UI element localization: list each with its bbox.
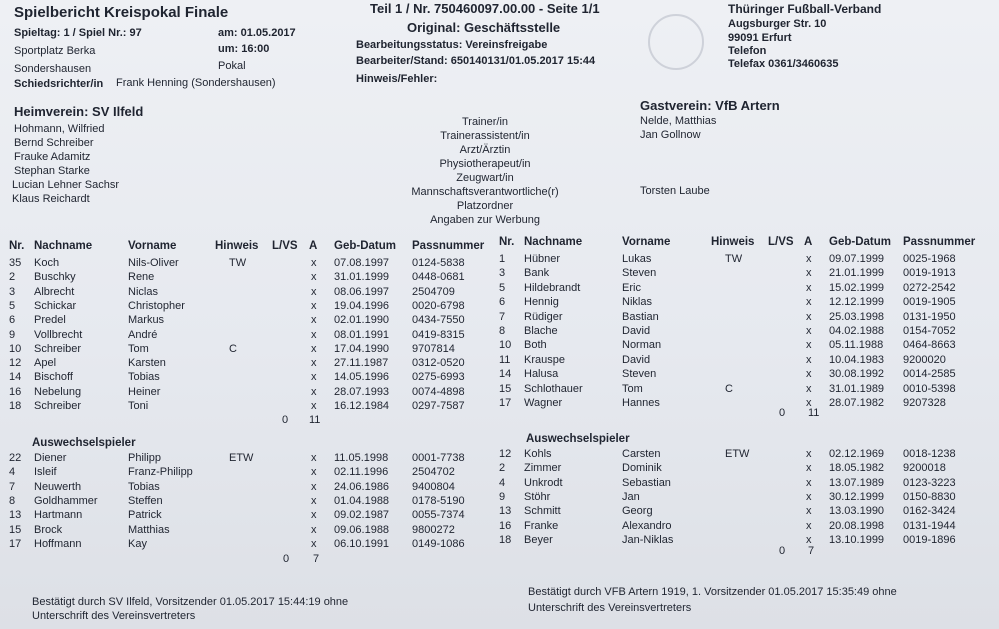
home-player-lastname: Schreiber	[34, 400, 82, 412]
away-player-firstname: Hannes	[622, 397, 660, 409]
home-player-firstname: André	[128, 328, 158, 341]
association-name: Thüringer Fußball-Verband	[728, 2, 882, 16]
home-player-lastname: Koch	[34, 257, 60, 269]
role-label: Mannschaftsverantwortliche(r)	[411, 186, 559, 198]
away-player-firstname: Eric	[622, 281, 641, 294]
home-player-passnumber: 0312-0520	[412, 357, 465, 370]
away-player-lastname: Blache	[524, 325, 558, 337]
away-team-title: Gastverein: VfB Artern	[640, 98, 780, 113]
away-sub-a: x	[806, 476, 812, 489]
home-player-firstname: Rene	[128, 271, 155, 284]
home-player-passnumber: 0297-7587	[412, 400, 465, 412]
home-sub-a: x	[311, 523, 317, 536]
home-player-birthdate: 27.11.1987	[334, 357, 389, 370]
away-sub-firstname: Sebastian	[622, 476, 671, 489]
home-player-a: x	[311, 385, 317, 398]
notes-label: Hinweis/Fehler:	[356, 73, 438, 85]
home-sub-birthdate: 24.06.1986	[334, 480, 390, 493]
home-player-passnumber: 2504709	[412, 285, 455, 298]
home-player-nr: 10	[9, 342, 22, 355]
home-player-note: C	[229, 342, 237, 355]
home-player-a: x	[311, 314, 317, 327]
away-header-nr: Nr.	[499, 236, 515, 248]
home-header-lastname: Nachname	[34, 240, 93, 252]
away-player-a: x	[806, 353, 812, 366]
home-sub-nr: 17	[9, 537, 22, 550]
home-sub-passnumber: 0055-7374	[412, 509, 465, 522]
away-player-passnumber: 0019-1905	[903, 296, 956, 309]
away-player-lastname: Hildebrandt	[524, 281, 581, 294]
home-sub-firstname: Tobias	[128, 480, 160, 493]
home-confirmation: Bestätigt durch SV Ilfeld, Vorsitzender 01.05.2017 15:44:19 ohne	[32, 596, 349, 608]
association-stamp	[648, 14, 704, 70]
away-sub-a: x	[806, 448, 812, 460]
home-player-birthdate: 19.04.1996	[334, 299, 390, 312]
away-sub-lastname: Zimmer	[524, 462, 562, 475]
home-subs-total-a: 7	[313, 553, 320, 565]
home-sub-firstname: Kay	[128, 537, 147, 550]
away-player-lastname: Schlothauer	[524, 382, 583, 395]
part-number: Teil 1 / Nr. 750460097.00.00 - Seite 1/1	[370, 1, 600, 16]
home-player-lastname: Vollbrecht	[34, 328, 83, 341]
role-label: Trainerassistent/in	[440, 130, 530, 142]
away-player-nr: 14	[499, 368, 512, 381]
away-staff-item: Nelde, Matthias	[640, 115, 717, 127]
away-player-birthdate: 12.12.1999	[829, 296, 885, 309]
processing-status: Bearbeitungsstatus: Vereinsfreigabe	[356, 39, 548, 51]
away-sub-nr: 9	[499, 490, 506, 503]
home-sub-birthdate: 09.02.1987	[334, 509, 390, 522]
home-sub-firstname: Patrick	[128, 509, 162, 522]
home-player-birthdate: 07.08.1997	[334, 257, 390, 269]
home-player-firstname: Toni	[128, 400, 149, 412]
away-sub-firstname: Carsten	[622, 448, 661, 460]
away-header-a: A	[804, 236, 813, 248]
home-sub-a: x	[311, 480, 317, 493]
away-player-a: x	[806, 339, 812, 352]
home-player-birthdate: 14.05.1996	[334, 371, 390, 384]
home-header-firstname: Vorname	[128, 240, 177, 252]
away-player-a: x	[806, 281, 812, 294]
away-player-birthdate: 15.02.1999	[829, 281, 885, 294]
home-player-nr: 16	[9, 385, 22, 398]
home-sub-passnumber: 9800272	[412, 523, 455, 536]
home-player-birthdate: 02.01.1990	[334, 314, 390, 327]
away-team-manager: Torsten Laube	[640, 185, 710, 197]
home-sub-passnumber: 9400804	[412, 480, 455, 493]
away-player-nr: 1	[499, 253, 506, 265]
away-sub-firstname: Jan-Niklas	[622, 533, 674, 546]
home-player-nr: 3	[9, 285, 16, 298]
home-sub-firstname: Matthias	[128, 523, 170, 536]
home-sub-passnumber: 0178-5190	[412, 494, 465, 507]
home-total-lvs: 0	[282, 414, 289, 426]
home-player-nr: 9	[9, 328, 16, 341]
home-sub-firstname: Philipp	[128, 452, 162, 464]
match-time: um: 16:00	[218, 43, 270, 55]
away-sub-lastname: Stöhr	[524, 490, 551, 503]
venue: Sportplatz Berka	[14, 45, 96, 57]
away-sub-note: ETW	[725, 448, 750, 460]
association-city: 99091 Erfurt	[728, 32, 792, 44]
away-player-birthdate: 04.02.1988	[829, 325, 885, 337]
home-sub-birthdate: 06.10.1991	[334, 537, 390, 550]
away-player-lastname: Bank	[524, 267, 550, 280]
home-player-passnumber: 0124-5838	[412, 257, 465, 269]
home-player-firstname: Heiner	[128, 385, 161, 398]
report-title: Spielbericht Kreispokal Finale	[14, 4, 229, 21]
away-sub-birthdate: 13.03.1990	[829, 505, 885, 518]
home-staff-item: Stephan Starke	[14, 165, 90, 177]
away-sub-a: x	[806, 505, 812, 518]
home-player-firstname: Tom	[128, 342, 149, 355]
home-player-lastname: Apel	[34, 357, 57, 370]
home-sub-lastname: Hartmann	[34, 509, 83, 522]
away-player-firstname: Niklas	[622, 296, 652, 309]
away-player-nr: 17	[499, 397, 512, 409]
away-player-firstname: David	[622, 325, 651, 337]
home-player-nr: 12	[9, 357, 22, 370]
away-player-lastname: Krauspe	[524, 353, 565, 366]
home-sub-nr: 4	[9, 466, 16, 479]
away-player-lastname: Hennig	[524, 296, 559, 309]
home-sub-nr: 15	[9, 523, 22, 536]
home-sub-lastname: Hoffmann	[34, 537, 82, 550]
home-player-lastname: Nebelung	[34, 385, 82, 398]
role-label: Angaben zur Werbung	[430, 214, 540, 226]
home-sub-nr: 8	[9, 494, 16, 507]
home-player-a: x	[311, 342, 317, 355]
away-player-firstname: Lukas	[622, 253, 652, 265]
away-sub-nr: 16	[499, 519, 512, 532]
away-player-birthdate: 05.11.1988	[829, 339, 884, 352]
away-player-a: x	[806, 368, 812, 381]
away-player-birthdate: 25.03.1998	[829, 310, 885, 323]
home-player-birthdate: 16.12.1984	[334, 400, 390, 412]
away-player-birthdate: 28.07.1982	[829, 397, 885, 409]
home-sub-lastname: Brock	[34, 523, 63, 536]
home-staff-item: Bernd Schreiber	[14, 137, 94, 149]
home-player-lastname: Albrecht	[34, 285, 75, 298]
away-player-a: x	[806, 382, 812, 395]
original-label: Original: Geschäftsstelle	[407, 20, 561, 35]
home-player-lastname: Predel	[34, 314, 66, 327]
home-total-a: 11	[309, 414, 321, 426]
home-sub-a: x	[311, 509, 317, 522]
away-sub-nr: 12	[499, 448, 512, 460]
away-sub-birthdate: 13.10.1999	[829, 533, 885, 546]
away-staff-item: Jan Gollnow	[640, 129, 701, 141]
away-sub-nr: 4	[499, 476, 506, 489]
away-sub-nr: 18	[499, 533, 512, 546]
home-sub-nr: 13	[9, 509, 22, 522]
away-sub-a: x	[806, 519, 812, 532]
away-header-note: Hinweis	[711, 236, 755, 248]
home-sub-a: x	[311, 452, 317, 464]
role-label: Trainer/in	[461, 116, 509, 128]
away-sub-birthdate: 02.12.1969	[829, 448, 885, 460]
away-header-lvs: L/VS	[768, 236, 794, 248]
away-sub-a: x	[806, 533, 812, 546]
home-player-birthdate: 08.06.1997	[334, 285, 390, 298]
role-label: Zeugwart/in	[456, 172, 514, 184]
venue-town: Sondershausen	[14, 63, 92, 75]
home-sub-lastname: Diener	[34, 452, 67, 464]
away-sub-passnumber: 0123-3223	[903, 476, 956, 489]
away-player-passnumber: 0272-2542	[903, 281, 956, 294]
home-player-passnumber: 0020-6798	[412, 299, 465, 312]
away-sub-firstname: Georg	[622, 505, 653, 518]
away-player-birthdate: 30.08.1992	[829, 368, 885, 381]
home-player-lastname: Schreiber	[34, 342, 82, 355]
away-player-passnumber: 0010-5398	[903, 382, 956, 395]
away-player-nr: 8	[499, 325, 506, 337]
home-player-a: x	[311, 285, 317, 298]
away-sub-passnumber: 0019-1896	[903, 533, 956, 546]
home-player-birthdate: 08.01.1991	[334, 328, 390, 341]
home-player-firstname: Tobias	[128, 371, 160, 384]
home-sub-lastname: Isleif	[34, 466, 57, 479]
away-signature-label: Unterschrift des Vereinsvertreters	[528, 602, 692, 614]
away-sub-lastname: Unkrodt	[524, 476, 563, 489]
home-player-birthdate: 28.07.1993	[334, 385, 390, 398]
home-player-passnumber: 0275-6993	[412, 371, 465, 384]
home-player-a: x	[311, 328, 317, 341]
home-header-note: Hinweis	[215, 240, 259, 252]
home-sub-lastname: Neuwerth	[34, 480, 82, 493]
home-staff-item: Lucian Lehner Sachsr	[12, 179, 120, 191]
away-player-firstname: Tom	[622, 382, 643, 395]
home-sub-birthdate: 02.11.1996	[334, 466, 389, 479]
away-sub-passnumber: 9200018	[903, 462, 946, 475]
away-player-nr: 15	[499, 382, 512, 395]
away-player-passnumber: 9207328	[903, 397, 946, 409]
home-sub-a: x	[311, 494, 317, 507]
away-player-nr: 3	[499, 267, 506, 280]
home-sub-lastname: Goldhammer	[34, 494, 98, 507]
away-player-passnumber: 9200020	[903, 353, 946, 366]
home-player-firstname: Christopher	[128, 299, 185, 312]
away-sub-a: x	[806, 490, 812, 503]
away-player-birthdate: 31.01.1989	[829, 382, 885, 395]
match-day: Spieltag: 1 / Spiel Nr.: 97	[14, 27, 142, 39]
association-fax: Telefax 0361/3460635	[728, 58, 839, 70]
association-phone: Telefon	[728, 45, 767, 57]
away-header-firstname: Vorname	[622, 236, 671, 248]
home-sub-birthdate: 09.06.1988	[334, 523, 390, 536]
competition: Pokal	[218, 60, 246, 72]
away-player-note: C	[725, 382, 733, 395]
away-sub-firstname: Alexandro	[622, 519, 672, 532]
home-player-birthdate: 17.04.1990	[334, 342, 390, 355]
home-player-firstname: Karsten	[128, 357, 166, 370]
home-sub-a: x	[311, 537, 317, 550]
away-player-firstname: Norman	[622, 339, 662, 352]
away-sub-a: x	[806, 462, 812, 475]
home-header-lvs: L/VS	[272, 240, 298, 252]
away-sub-birthdate: 20.08.1998	[829, 519, 885, 532]
home-player-nr: 18	[9, 400, 22, 412]
home-signature-label: Unterschrift des Vereinsvertreters	[32, 610, 196, 622]
home-sub-note: ETW	[229, 452, 254, 464]
home-player-passnumber: 0419-8315	[412, 328, 465, 341]
home-player-nr: 2	[9, 271, 16, 284]
away-player-passnumber: 0131-1950	[903, 310, 956, 323]
away-player-birthdate: 21.01.1999	[829, 267, 885, 280]
away-player-firstname: Steven	[622, 368, 657, 381]
away-player-nr: 11	[499, 353, 511, 366]
away-sub-nr: 2	[499, 462, 506, 475]
home-sub-passnumber: 0149-1086	[412, 537, 465, 550]
role-label: Physiotherapeut/in	[439, 158, 531, 170]
away-player-firstname: David	[622, 353, 651, 366]
away-player-note: TW	[725, 253, 743, 265]
home-player-nr: 6	[9, 314, 16, 327]
home-player-nr: 5	[9, 299, 16, 312]
home-header-birthdate: Geb-Datum	[334, 240, 396, 252]
away-player-nr: 10	[499, 339, 512, 352]
away-player-birthdate: 10.04.1983	[829, 353, 885, 366]
role-label: Arzt/Ärztin	[459, 144, 511, 156]
away-player-a: x	[806, 267, 812, 280]
home-player-a: x	[311, 257, 317, 269]
away-player-passnumber: 0014-2585	[903, 368, 956, 381]
match-date: am: 01.05.2017	[218, 27, 296, 39]
away-player-lastname: Hübner	[524, 253, 561, 265]
home-staff-item: Frauke Adamitz	[14, 151, 91, 163]
association-street: Augsburger Str. 10	[728, 18, 827, 30]
away-sub-birthdate: 30.12.1999	[829, 490, 885, 503]
home-header-nr: Nr.	[9, 240, 25, 252]
away-player-firstname: Steven	[622, 267, 657, 280]
away-player-a: x	[806, 296, 812, 309]
away-sub-birthdate: 13.07.1989	[829, 476, 885, 489]
home-player-firstname: Markus	[128, 314, 165, 327]
away-player-passnumber: 0464-8663	[903, 339, 956, 352]
away-sub-lastname: Franke	[524, 519, 559, 532]
home-subs-total-lvs: 0	[283, 553, 290, 565]
home-staff-item: Hohmann, Wilfried	[14, 123, 105, 135]
away-total-a: 11	[808, 407, 820, 419]
away-sub-lastname: Schmitt	[524, 505, 561, 518]
home-sub-birthdate: 11.05.1998	[334, 452, 389, 464]
home-subs-title: Auswechselspieler	[32, 437, 136, 449]
away-header-birthdate: Geb-Datum	[829, 236, 891, 248]
home-staff-item: Klaus Reichardt	[12, 193, 90, 205]
away-total-lvs: 0	[779, 407, 786, 419]
home-sub-firstname: Franz-Philipp	[128, 466, 193, 479]
away-subs-total-a: 7	[808, 545, 815, 557]
away-sub-birthdate: 18.05.1982	[829, 462, 885, 475]
home-player-a: x	[311, 271, 317, 284]
away-player-lastname: Wagner	[524, 397, 563, 409]
away-sub-firstname: Dominik	[622, 462, 662, 475]
home-player-lastname: Bischoff	[34, 371, 73, 384]
away-player-a: x	[806, 397, 812, 409]
away-sub-passnumber: 0150-8830	[903, 490, 956, 503]
editor-status: Bearbeiter/Stand: 650140131/01.05.2017 15:44	[356, 55, 596, 67]
referee-name: Frank Henning (Sondershausen)	[116, 77, 276, 89]
away-subs-title: Auswechselspieler	[526, 433, 630, 445]
home-player-passnumber: 0448-0681	[412, 271, 465, 284]
home-sub-birthdate: 01.04.1988	[334, 494, 390, 507]
away-player-passnumber: 0019-1913	[903, 267, 956, 280]
home-player-firstname: Nils-Oliver	[128, 257, 179, 269]
home-player-firstname: Niclas	[128, 285, 158, 298]
away-player-a: x	[806, 253, 812, 265]
home-player-birthdate: 31.01.1999	[334, 271, 390, 284]
home-sub-passnumber: 0001-7738	[412, 452, 465, 464]
away-confirmation: Bestätigt durch VFB Artern 1919, 1. Vorsitzender 01.05.2017 15:35:49 ohne	[528, 586, 897, 598]
away-player-lastname: Halusa	[524, 368, 559, 381]
home-player-a: x	[311, 299, 317, 312]
away-player-a: x	[806, 325, 812, 337]
away-player-birthdate: 09.07.1999	[829, 253, 885, 265]
home-sub-nr: 7	[9, 480, 16, 493]
home-player-a: x	[311, 400, 317, 412]
away-player-a: x	[806, 310, 812, 323]
home-player-nr: 14	[9, 371, 22, 384]
home-team-title: Heimverein: SV Ilfeld	[14, 104, 144, 119]
away-player-firstname: Bastian	[622, 310, 659, 323]
home-header-passnumber: Passnummer	[412, 240, 485, 252]
home-player-lastname: Buschky	[34, 271, 76, 284]
home-header-a: A	[309, 240, 318, 252]
home-player-note: TW	[229, 257, 247, 269]
home-player-lastname: Schickar	[34, 299, 77, 312]
home-sub-a: x	[311, 466, 317, 479]
home-player-nr: 35	[9, 257, 22, 269]
away-player-nr: 6	[499, 296, 506, 309]
away-player-passnumber: 0154-7052	[903, 325, 956, 337]
away-player-passnumber: 0025-1968	[903, 253, 956, 265]
home-player-a: x	[311, 357, 317, 370]
away-sub-passnumber: 0131-1944	[903, 519, 956, 532]
away-header-passnumber: Passnummer	[903, 236, 976, 248]
away-sub-passnumber: 0018-1238	[903, 448, 956, 460]
home-sub-nr: 22	[9, 452, 22, 464]
away-player-nr: 5	[499, 281, 506, 294]
away-sub-passnumber: 0162-3424	[903, 505, 956, 518]
away-player-nr: 7	[499, 310, 506, 323]
away-sub-firstname: Jan	[622, 490, 640, 503]
home-player-passnumber: 9707814	[412, 342, 455, 355]
referee-label: Schiedsrichter/in	[14, 78, 104, 90]
away-sub-lastname: Kohls	[524, 448, 552, 460]
away-subs-total-lvs: 0	[779, 545, 786, 557]
home-player-passnumber: 0074-4898	[412, 385, 465, 398]
away-sub-nr: 13	[499, 505, 512, 518]
away-player-lastname: Both	[524, 339, 547, 352]
role-label: Platzordner	[456, 200, 514, 212]
home-sub-firstname: Steffen	[128, 494, 163, 507]
home-sub-passnumber: 2504702	[412, 466, 455, 479]
away-player-lastname: Rüdiger	[524, 310, 563, 323]
home-player-passnumber: 0434-7550	[412, 314, 465, 327]
home-player-a: x	[311, 371, 317, 384]
away-header-lastname: Nachname	[524, 236, 583, 248]
away-sub-lastname: Beyer	[524, 533, 553, 546]
